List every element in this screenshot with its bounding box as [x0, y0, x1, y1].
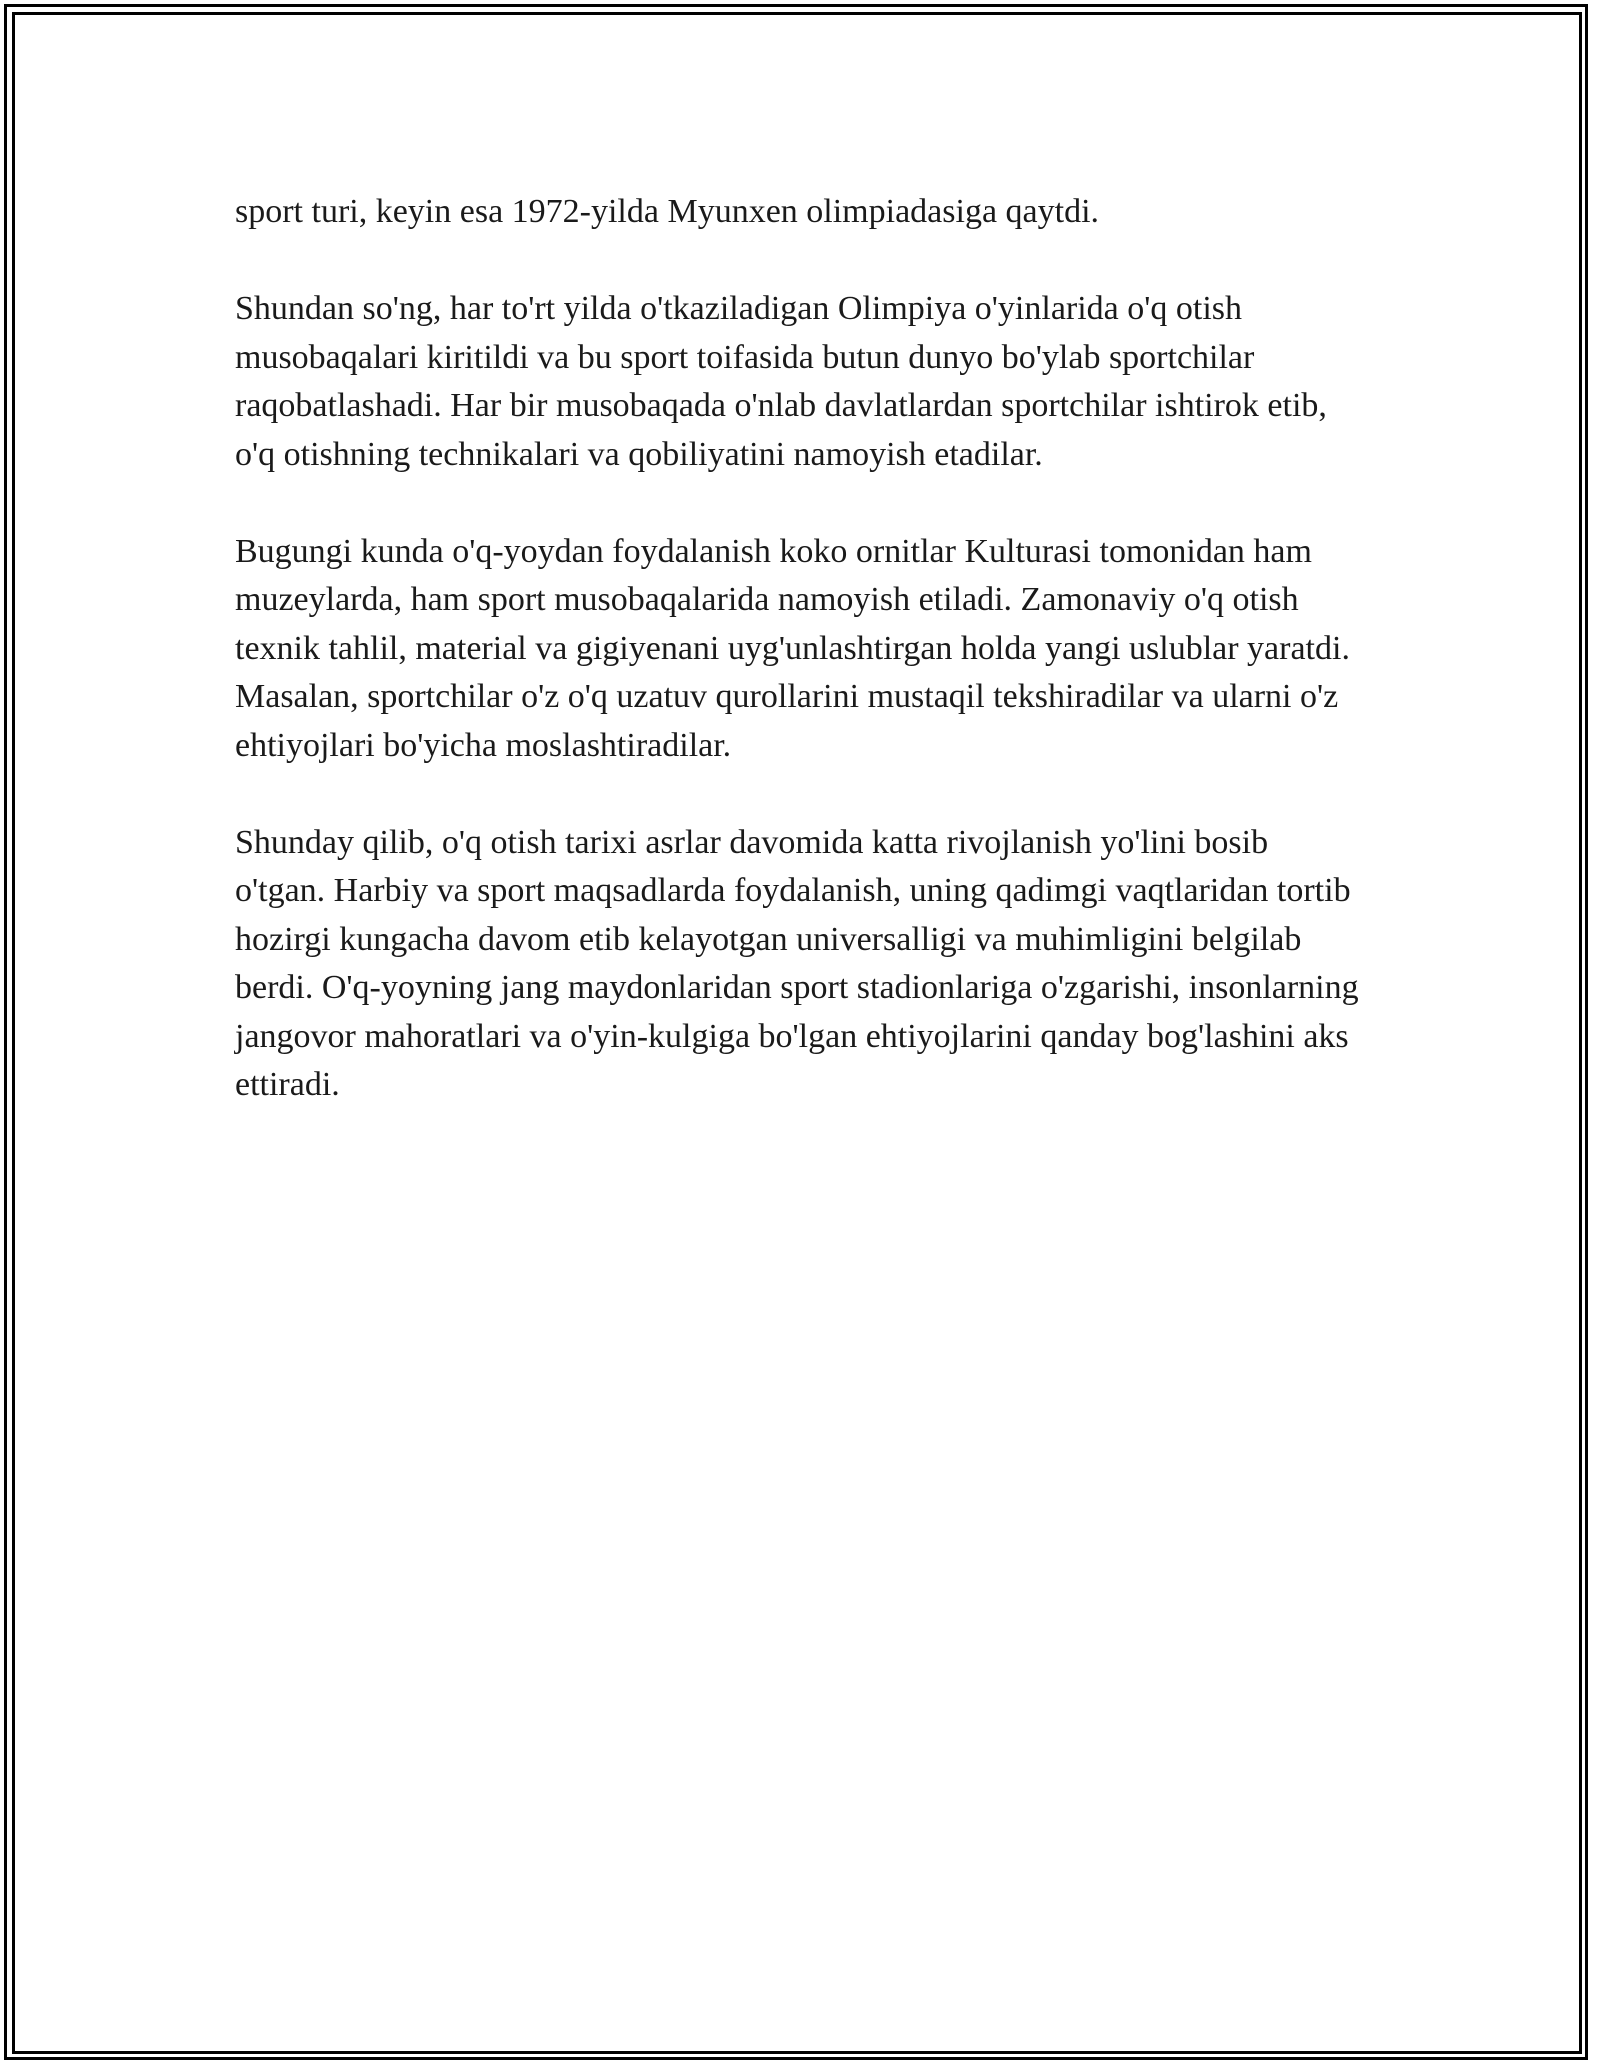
document-body: [235, 188, 1365, 1158]
paragraph-4: Shunday qilib, o'q otish tarixi asrlar davomida katta rivojlanish yo'lini bosib o'tgan. Harbiy va sport maqsadlarda foydalanish, uning qadimgi vaqtlaridan tortib hozirgi kungacha davom etib kelayotgan universalligi va muhimligini belgilab berdi. O'q-yoyning jang maydonlaridan sport stadionlariga o'zgarishi, insonlarning jangovor mahoratlari va o'yin-kulgiga bo'lgan ehtiyojlarini qanday bog'lashini aks ettiradi.: [235, 823, 1359, 1103]
paragraph-2: Shundan so'ng, har to'rt yilda o'tkaziladigan Olimpiya o'yinlarida o'q otish musobaqalari kiritildi va bu sport toifasida butun dunyo bo'ylab sportchilar raqobatlashadi. Har bir musobaqada o'nlab davlatlardan sportchilar ishtirok etib, o'q otishning technikalari va qobiliyatini namoyish etadilar.: [235, 290, 1327, 473]
paragraph-3: Bugungi kunda o'q-yoydan foydalanish koko ornitlar Kulturasi tomonidan ham muzeylarda, ham sport musobaqalarida namoyish etiladi. Zamonaviy o'q otish texnik tahlil, material va gigiyenani uyg'unlashtirgan holda yangi uslublar yaratdi. Masalan, sportchilar o'z o'q uzatuv qurollarini mustaqil tekshiradilar va ularni o'z ehtiyojlari bo'yicha moslashtiradilar.: [235, 532, 1350, 764]
paragraph-1: sport turi, keyin esa 1972-yilda Myunxen olimpiadasiga qaytdi.: [235, 193, 1100, 230]
